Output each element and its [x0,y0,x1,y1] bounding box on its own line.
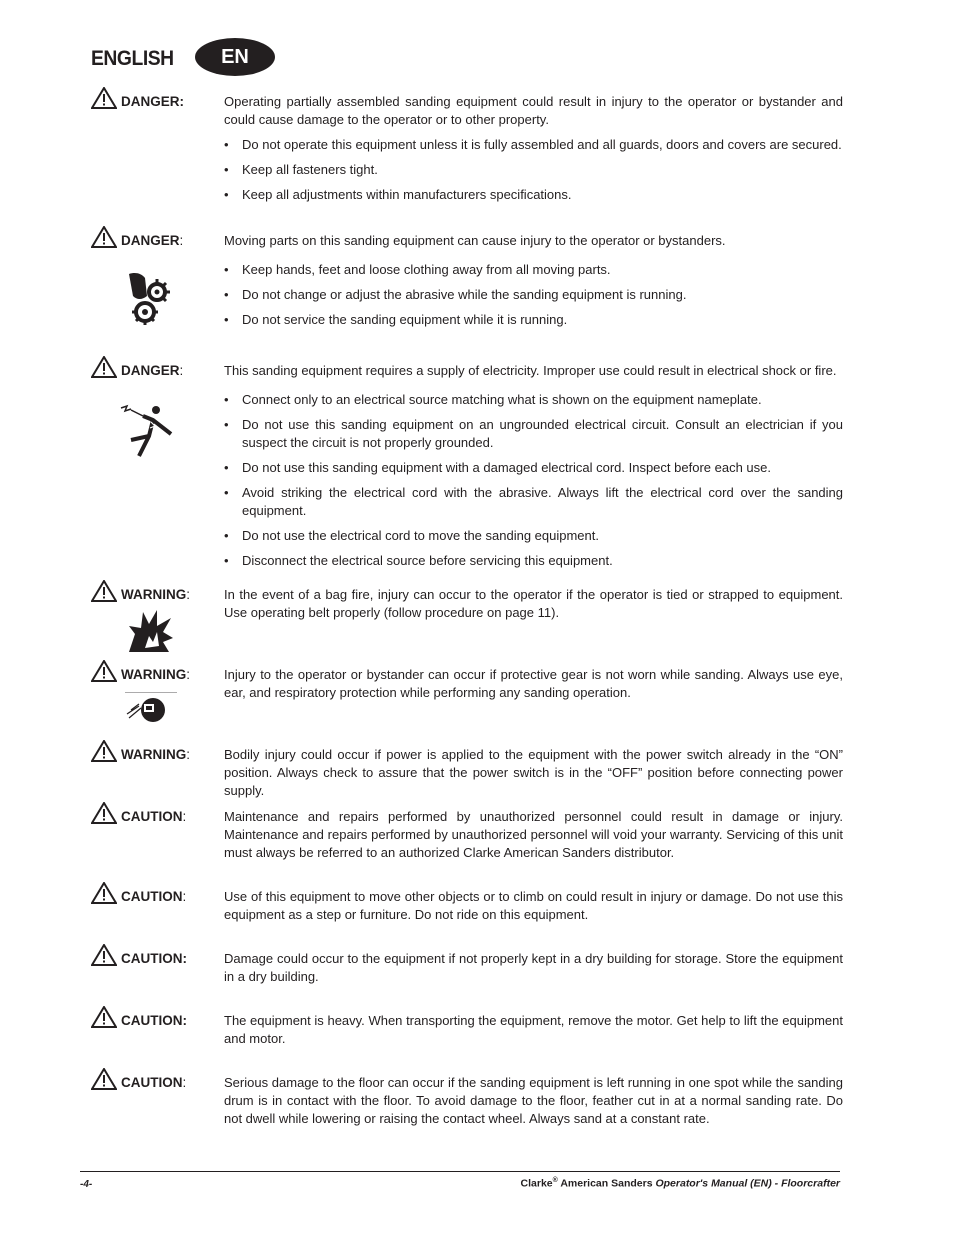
label-word: CAUTION [121,889,183,904]
label-word: DANGER [121,363,180,378]
warning-triangle-icon [91,882,117,904]
bullet-item: • Keep all fasteners tight. [224,161,843,179]
section-text: Moving parts on this sanding equipment can cause injury to the operator or bystanders. [224,233,726,248]
bullet-item: • Keep hands, feet and loose clothing away from all moving parts. [224,261,843,279]
section-label: WARNING: [91,584,221,606]
bullet-item: • Do not use this sanding equipment on an ungrounded electrical circuit. Consult an electrician if you suspect the circuit is not properly grounded. [224,416,843,452]
warning-triangle-icon [91,1006,117,1028]
bullet-list [224,391,843,570]
section-text: Operating partially assembled sanding equipment could result in injury to the operator or bystander and could cause damage to the operator or to other property. [224,94,843,127]
footer-manual: Operator's Manual (EN) - Floorcrafter [655,1177,840,1190]
bullet-item: • Keep all adjustments within manufacturers specifications. [224,186,843,204]
label-word: CAUTION [121,1075,183,1090]
footer-title [521,1177,840,1190]
section-text: The equipment is heavy. When transporting the equipment, remove the motor. Get help to lift the equipment and motor. [224,1013,843,1046]
warning-triangle-icon [91,802,117,824]
explosion-icon [127,608,175,654]
section-label: DANGER: [91,230,221,252]
label-word: CAUTION: [121,951,187,966]
warning-triangle-icon [91,660,117,682]
section-text: Maintenance and repairs performed by unauthorized personnel could result in damage or injury. Maintenance and repairs performed by unauthorized personnel will void your warranty. Servicing of this unit must always be referred to an authorized Clarke American Sanders distributor. [224,809,843,860]
section-label: DANGER: [91,360,221,382]
footer-brand: Clarke [520,1177,553,1190]
label-word: CAUTION [121,809,183,824]
electric-shock-icon [119,404,175,460]
label-word: WARNING [121,587,187,602]
section-text: In the event of a bag fire, injury can occur to the operator if the operator is tied or strapped to equipment. Use operating belt properly (follow procedure on page 11). [224,587,843,620]
section-label: WARNING: [91,664,221,686]
warning-triangle-icon [91,740,117,762]
registered-mark: ® [552,1177,558,1184]
bullet-item: • Disconnect the electrical source before servicing this equipment. [224,552,843,570]
section-text: Damage could occur to the equipment if not properly kept in a dry building for storage. Store the equipment in a dry building. [224,951,843,984]
warning-triangle-icon [91,1068,117,1090]
bullet-item: • Do not use the electrical cord to move the sanding equipment. [224,527,843,545]
bullet-item: • Connect only to an electrical source matching what is shown on the equipment nameplate. [224,391,843,409]
bullet-item: • Do not change or adjust the abrasive while the sanding equipment is running. [224,286,843,304]
label-word: DANGER: [121,94,184,109]
footer-divider [80,1171,840,1172]
bullet-item: • Do not service the sanding equipment while it is running. [224,311,843,329]
bullet-list [224,261,843,329]
warning-triangle-icon [91,356,117,378]
section-label [91,91,221,113]
section-label: CAUTION: [91,806,221,828]
bullet-list [224,136,843,204]
warning-triangle-icon [91,87,117,109]
language-badge: EN [195,38,275,76]
label-word: WARNING [121,747,187,762]
label-word: WARNING [121,667,187,682]
bullet-item: • Do not operate this equipment unless it is fully assembled and all guards, doors and covers are secured. [224,136,843,154]
bullet-item: • Do not use this sanding equipment with a damaged electrical cord. Inspect before each use. [224,459,843,477]
warning-triangle-icon [91,944,117,966]
section-label [91,1010,221,1032]
label-word: DANGER [121,233,180,248]
section-text: Bodily injury could occur if power is applied to the equipment with the power switch already in the “ON” position. Always check to assure that the power switch is in the “OFF” position before connecting power supply. [224,747,843,798]
section-label [91,948,221,970]
page-number: -4- [80,1179,93,1190]
warning-triangle-icon [91,226,117,248]
warning-triangle-icon [91,580,117,602]
section-text: Use of this equipment to move other objects or to climb on could result in injury or damage. Do not use this equipment as a step or furniture. Do not ride on this equipment. [224,889,843,922]
moving-gears-hand-icon [127,270,173,326]
section-label: WARNING: [91,744,221,766]
section-text: Serious damage to the floor can occur if the sanding equipment is left running in one spot while the sanding drum is in contact with the floor. To avoid damage to the floor, feather cut in at a normal sanding rate. Do not dwell while lowering or raising the contact wheel. Always sand at a constant rate. [224,1075,843,1126]
section-text: This sanding equipment requires a supply of electricity. Improper use could result in electrical shock or fire. [224,363,837,378]
section-label: CAUTION: [91,886,221,908]
label-word: CAUTION: [121,1013,187,1028]
footer-company: American Sanders [560,1177,653,1190]
section-label: CAUTION: [91,1072,221,1094]
eye-protection-icon [125,692,177,724]
bullet-item: • Avoid striking the electrical cord with the abrasive. Always lift the electrical cord over the sanding equipment. [224,484,843,520]
language-title: ENGLISH [91,47,174,70]
section-text: Injury to the operator or bystander can occur if protective gear is not worn while sanding. Always use eye, ear, and respiratory protection while performing any sanding operation. [224,667,843,700]
